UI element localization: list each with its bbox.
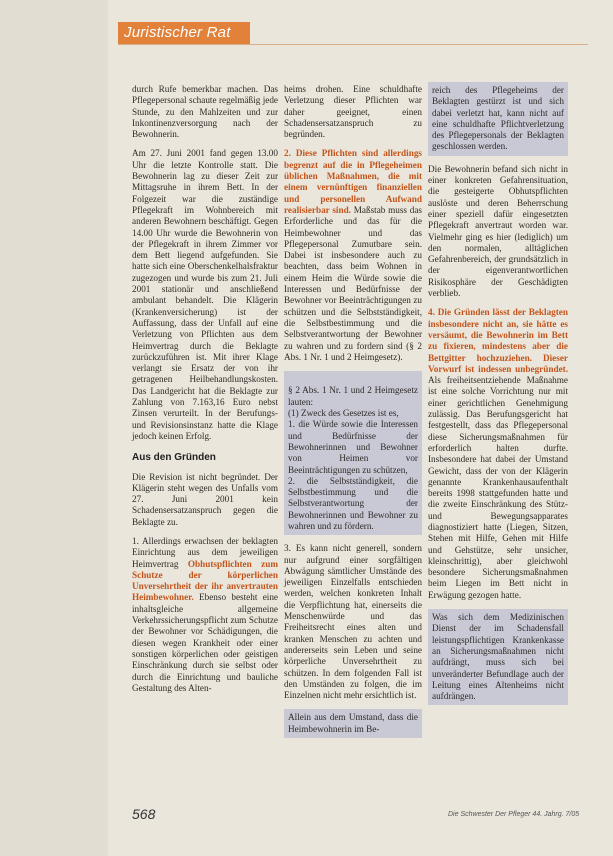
highlighted-text: 4. Die Gründen lässt der Beklagten insbesondere nicht an, sie hätte es versäumt, die Bewohnerin im Bett zu fixieren, mindestens aber die Bettgitter hochzuziehen. Dieser Vorwurf ist indessen unbegründet.: [428, 307, 568, 374]
paragraph: Die Revision ist nicht begründet. Der Klägerin steht wegen des Unfalls vom 27. Juni 2001 kein Schadensersatzanspruch gegen die Beklagte zu.: [132, 471, 278, 527]
header-rule: [118, 44, 588, 45]
highlighted-text: Obhutspflichten zum Schutze der körperlichen Unversehrtheit der ihr anvertrauten Heimbewohner.: [132, 558, 278, 603]
paragraph: durch Rufe bemerkbar machen. Das Pflegepersonal schaute regelmäßig jede Stunde, zu den Mahlzeiten und zur Inkontinenzversorgung nach der Bewohnerin.: [132, 84, 278, 140]
paragraph: [284, 148, 422, 363]
law-quote-text: § 2 Abs. 1 Nr. 1 und 2 Heimgesetz lauten: (1) Zweck des Gesetzes ist es, 1. die Würde sowie die Interessen und Bedürfnisse der Bewohnerinnen und Bewohner von Heimen vor Beeinträchtigungen zu schützen, 2. die Selbstständigkeit, die Selbstbestimmung und die Selbstverantwortung der Bewohnerinnen und Bewohner zu wahren und zu fördern.: [288, 385, 418, 531]
section-heading: Aus den Gründen: [132, 452, 216, 464]
paragraph: 3. Es kann nicht generell, sondern nur aufgrund einer sorgfältigen Abwägung sämtlicher Umstände des jeweiligen Einzelfalls entschieden werden, welchen konkreten Inhalt die Verpflichtung hat, einerseits die Menschenwürde und das Freiheitsrecht eines alten und kranken Menschen zu achten und andererseits sein Leben und seine körperliche Unversehrtheit zu schützen. In dem folgenden Fall ist den Umständen zu folgen, die im Einzelnen nicht mehr ersichtlich ist.: [284, 543, 422, 701]
paragraph-rest: Ebenso besteht eine inhaltsgleiche allgemeine Verkehrssicherungspflicht zum Schutze der Bewohner vor Schädigungen, die diesen wegen Krankheit oder einer sonstigen körperlichen oder geistigen Einschränkung durch sie selbst oder durch die Einrichtung und bauliche Gestaltung des Alten-: [132, 592, 278, 693]
highlight-box: [284, 709, 422, 738]
paragraph: heims drohen. Eine schuldhafte Verletzung dieser Pflichten war daher geeignet, einen Schadensersatzanspruch zu begründen.: [284, 84, 422, 140]
highlight-box-text: Allein aus dem Umstand, dass die Heimbewohnerin im Be-: [288, 712, 418, 734]
highlight-box-top: [428, 82, 568, 156]
highlight-box-text: reich des Pflegeheims der Beklagten gestürzt ist und sich dabei verletzt hat, kann nicht auf eine schuldhafte Pflichtverletzung des Pflegepersonals der Beklagten geschlossen werden.: [432, 85, 564, 152]
highlight-box-text: Was sich dem Medizinischen Dienst der im Schadensfall leistungspflichtigen Krankenkasse an Sicherungsmaßnahmen nicht aufdrängt, muss sich bei unveränderter Befundlage auch der Leitung eines Altenheims nicht aufdrängen.: [432, 612, 564, 702]
paragraph: [132, 536, 278, 694]
paragraph-rest: Maßstab muss das Erforderliche und das für die Heimbewohner und das Pflegepersonal Zumutbare sein. Dabei ist insbesondere auch zu beachten, dass beim Wohnen in einem Heim die Würde sowie die Interessen und Bedürfnisse der Bewohner vor Beeinträchtigungen zu schützen und die Selbstständigkeit, die Selbstbestimmung und die Selbstverantwortung der Bewohner zu wahren und zu fordern sind (§ 2 Abs. 1 Nr. 1 und 2 Heimgesetz).: [284, 204, 423, 362]
paragraph-rest: Als freiheitsentziehende Maßnahme ist eine solche Vorrichtung nur mit einer gerichtlichen Genehmigung zulässig. Das Berufungsgericht hat festgestellt, dass das Pflegepersonal diese Sicherungsmaßnahmen für erforderlich halten durfte. Insbesondere hat dabei der Umstand Gewicht, dass der von der Klägerin genannte Krankenhausaufenthalt bereits 1998 stattgefunden hatte und die zweite Einschränkung des Stütz- und Bewegungsapparates diagnostiziert hatte (Liegen, Sitzen, Stehen mit Hilfe, Gehen mit Hilfe und Gehstütze, sehr unsicher, kleinschrittig), aber gleichwohl besondere Sicherungsmaßnahmen beim Liegen im Bett nicht in Erwägung gezogen hatte.: [428, 375, 568, 600]
column-3: [428, 82, 568, 713]
page-margin: [0, 0, 108, 856]
highlighted-text: 2. Diese Pflichten sind allerdings begrenzt auf die in Pflegeheimen üblichen Maßnahmen, die mit einem vernünftigen finanziellen und personellen Aufwand realisierbar sind.: [284, 148, 422, 215]
section-title: Juristischer Rat: [124, 24, 231, 41]
paragraph: Am 27. Juni 2001 fand gegen 13.00 Uhr die letzte Kontrolle statt. Die Bewohnerin lag zu dieser Zeit zur Mittagsruhe in ihrem Bett. In der Folgezeit war die zuständige Pflegekraft im Wohnbereich mit anderen Bewohnern beschäftigt. Gegen 14.00 Uhr wurde die Bewohnerin von der Pflegekraft in ihrem Zimmer vor dem Bett liegend aufgefunden. Sie hatte sich eine Oberschenkelhalsfraktur zugezogen und wurde bis zum 21. Juli 2001 stationär und anschließend ambulant behandelt. Die Klägerin (Krankenversicherung) ist der Auffassung, dass der Unfall auf eine Verletzung von Pflichten aus dem Heimvertrag durch die Beklagte zurückzuführen ist. Mit ihrer Klage verlangt sie Ersatz der von ihr getragenen Heilbehandlungskosten. Das Landgericht hat die Beklagte zur Zahlung von 7.163,16 Euro nebst Zinsen verurteilt. In der Berufungs- und Revisionsinstanz hatte die Klage jedoch keinen Erfolg.: [132, 148, 278, 441]
publication-source: Die Schwester Der Pfleger 44. Jahrg. 7/05: [448, 811, 580, 818]
highlight-box-bottom: [428, 609, 568, 705]
paragraph-intro: 1. Allerdings erwachsen der beklagten Einrichtung aus dem jeweiligen Heimvertrag: [132, 535, 278, 569]
page-number: 568: [132, 806, 156, 822]
paragraph: Die Bewohnerin befand sich nicht in einer konkreten Gefahrensituation, die gesteigerte Obhutspflichten auslöste und deren Beherrschung einer speziell dafür eingesetzten Pflegekraft anvertraut worden war. Vielmehr ging es hier (lediglich) um den normalen, alltäglichen Gefahrenbereich, der grundsätzlich in der eigenverantwortlichen Risikosphäre der Geschädigten verblieb.: [428, 163, 568, 299]
law-quote-box: [284, 371, 422, 535]
paragraph: [428, 307, 568, 601]
column-1: [132, 84, 278, 702]
column-2: [284, 84, 422, 746]
